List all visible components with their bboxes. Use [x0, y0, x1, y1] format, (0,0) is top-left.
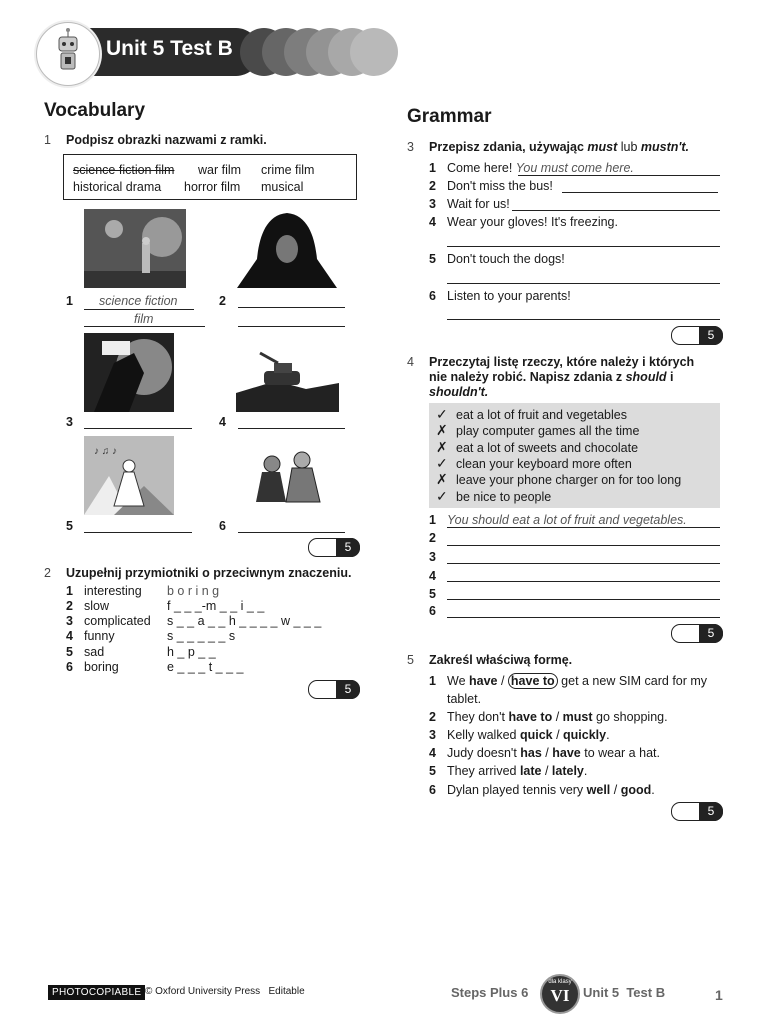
word-box: [63, 154, 357, 200]
check-icon: ✓: [436, 406, 448, 422]
q2-number: 2: [44, 566, 51, 580]
q5-item-6[interactable]: 6 Dylan played tennis very well / good.: [429, 783, 655, 797]
q2-instruction: Uzupełnij przymiotniki o przeciwnym znaczeniu.: [66, 566, 352, 580]
word-horror-film: horror film: [184, 180, 241, 194]
q4-number: 4: [407, 355, 414, 369]
word-crime-film: crime film: [261, 163, 315, 177]
q2-item: 4 funny: [66, 629, 115, 643]
q2-item: 6 boring: [66, 660, 119, 674]
word-historical-drama: historical drama: [73, 180, 162, 194]
q3-line-6[interactable]: [447, 319, 720, 320]
q3-line-3[interactable]: [512, 210, 720, 211]
pic-label-6: 6: [219, 519, 226, 533]
q3-item-5: 5 Don't touch the dogs!: [429, 252, 565, 266]
q4-num-6: 6: [429, 604, 436, 618]
series-name: Steps Plus 6: [451, 985, 529, 1000]
q3-item-3: 3 Wait for us!: [429, 197, 510, 211]
q2-item: 3 complicated: [66, 614, 151, 628]
pic-label-5: 5: [66, 519, 73, 533]
q5-item-5[interactable]: 5 They arrived late / lately.: [429, 764, 588, 778]
q2-blank[interactable]: s _ _ _ _ _ s: [167, 629, 236, 643]
horror-picture: [235, 209, 339, 288]
cross-icon: ✗: [436, 439, 448, 455]
historical-drama-picture: [242, 436, 339, 515]
svg-text:♪ ♫ ♪: ♪ ♫ ♪: [94, 446, 118, 457]
q1-instruction: Podpisz obrazki nazwami z ramki.: [66, 133, 267, 147]
q4-list-item: ✓ eat a lot of fruit and vegetables: [436, 406, 627, 422]
pic-label-3: 3: [66, 415, 73, 429]
grammar-heading: Grammar: [407, 106, 492, 127]
q4-num-4: 4: [429, 569, 436, 583]
q2-item: 1 interesting: [66, 584, 142, 598]
q3-number: 3: [407, 140, 414, 154]
word-musical: musical: [261, 180, 304, 194]
answer-2-line[interactable]: [238, 307, 345, 308]
q3-item-1: 1 Come here! You must come here.: [429, 161, 634, 175]
q5-item-4[interactable]: 4 Judy doesn't has / have to wear a hat.: [429, 746, 660, 760]
q4-num-3: 3: [429, 550, 436, 564]
q4-num-5: 5: [429, 587, 436, 601]
answer-3-line[interactable]: [84, 428, 192, 429]
q3-instruction: Przepisz zdania, używając must lub mustn't.: [429, 140, 690, 154]
page-title: Unit 5 Test B: [106, 37, 233, 60]
vocabulary-heading: Vocabulary: [44, 100, 146, 121]
q5-item-1[interactable]: 1 We have / have to get a new SIM card for my: [429, 674, 708, 688]
q2-blank[interactable]: h _ p _ _: [167, 645, 216, 659]
q3-score-box[interactable]: 5: [671, 326, 723, 344]
check-icon: ✓: [436, 488, 448, 504]
crime-picture: [84, 333, 174, 412]
q4-line-5[interactable]: [447, 599, 720, 600]
photocopiable-tag: PHOTOCOPIABLE: [48, 985, 145, 1000]
q5-number: 5: [407, 653, 414, 667]
q5-instruction: Zakreśl właściwą formę.: [429, 653, 573, 667]
musical-picture: [84, 436, 174, 515]
q1-score-box[interactable]: 5: [308, 538, 360, 556]
q5-item-3[interactable]: 3 Kelly walked quick / quickly.: [429, 728, 610, 742]
q4-list-item: ✗ eat a lot of sweets and chocolate: [436, 439, 639, 455]
q4-list-item: ✗ play computer games all the time: [436, 422, 640, 438]
q4-num-2: 2: [429, 531, 436, 545]
q4-line-2[interactable]: [447, 545, 720, 546]
q2-item: 5 sad: [66, 645, 105, 659]
q4-line-4[interactable]: [447, 581, 720, 582]
q3-item-2: 2 Don't miss the bus!: [429, 179, 553, 193]
q2-blank[interactable]: f _ _ _-m _ _ i _ _: [167, 599, 265, 613]
q4-instruction-a: Przeczytaj listę rzeczy, które należy i których: [429, 355, 695, 369]
answer-6-line[interactable]: [238, 532, 345, 533]
pic-label-1: 1: [66, 294, 73, 308]
q4-list-item: ✓ be nice to people: [436, 488, 552, 504]
q4-line-1[interactable]: [447, 527, 720, 528]
q4-instruction-b: nie należy robić. Napisz zdania z should i: [429, 370, 674, 384]
q3-line-2[interactable]: [562, 192, 718, 193]
word-war-film: war film: [198, 163, 242, 177]
q4-line-3[interactable]: [447, 563, 720, 564]
sci-fi-picture: [84, 209, 186, 288]
answer-1-line-b[interactable]: [84, 326, 205, 327]
q2-blank[interactable]: e _ _ _ t _ _ _: [167, 660, 244, 674]
pic-label-4: 4: [219, 415, 226, 429]
class-badge-icon: dla klasy VI: [540, 974, 580, 1014]
q4-answer-1: 1 You should eat a lot of fruit and vegetables.: [429, 513, 687, 527]
footer-unit: Unit 5 Test B: [583, 985, 666, 1000]
answer-2-line-b[interactable]: [238, 326, 345, 327]
q1-number: 1: [44, 133, 51, 147]
q5-score-box[interactable]: 5: [671, 802, 723, 820]
answer-1-text: science fiction: [99, 294, 178, 308]
answer-4-line[interactable]: [238, 428, 345, 429]
q3-line-1[interactable]: [518, 175, 720, 176]
page-number: 1: [715, 987, 723, 1003]
q2-score-box[interactable]: 5: [308, 680, 360, 698]
robot-logo-icon: [36, 22, 100, 86]
check-icon: ✓: [436, 455, 448, 471]
q4-list-item: ✗ leave your phone charger on for too long: [436, 471, 682, 487]
q3-item-4: 4 Wear your gloves! It's freezing.: [429, 215, 618, 229]
q2-blank[interactable]: s _ _ a _ _ h _ _ _ _ w _ _ _: [167, 614, 322, 628]
q3-item-6: 6 Listen to your parents!: [429, 289, 571, 303]
cross-icon: ✗: [436, 422, 448, 438]
q4-list-item: ✓ clean your keyboard more often: [436, 455, 632, 471]
war-picture: [236, 333, 339, 412]
copyright: © Oxford University Press Editable: [145, 986, 305, 997]
answer-1-line[interactable]: [84, 309, 194, 310]
q3-line-5[interactable]: [447, 283, 720, 284]
word-sci-fi: science fiction film: [73, 163, 175, 177]
q2-item: 2 slow: [66, 599, 110, 613]
pic-label-2: 2: [219, 294, 226, 308]
q4-score-box[interactable]: 5: [671, 624, 723, 642]
q5-item-1-cont: tablet.: [447, 692, 482, 706]
q4-line-6[interactable]: [447, 617, 720, 618]
answer-5-line[interactable]: [84, 532, 192, 533]
q5-item-2[interactable]: 2 They don't have to / must go shopping.: [429, 710, 668, 724]
q4-instruction-c: shouldn't.: [429, 385, 489, 399]
circled-answer: have to: [508, 673, 558, 689]
answer-1-text-b: film: [134, 312, 154, 326]
q3-line-4[interactable]: [447, 246, 720, 247]
cross-icon: ✗: [436, 471, 448, 487]
q2-answer[interactable]: b o r i n g: [167, 584, 220, 598]
